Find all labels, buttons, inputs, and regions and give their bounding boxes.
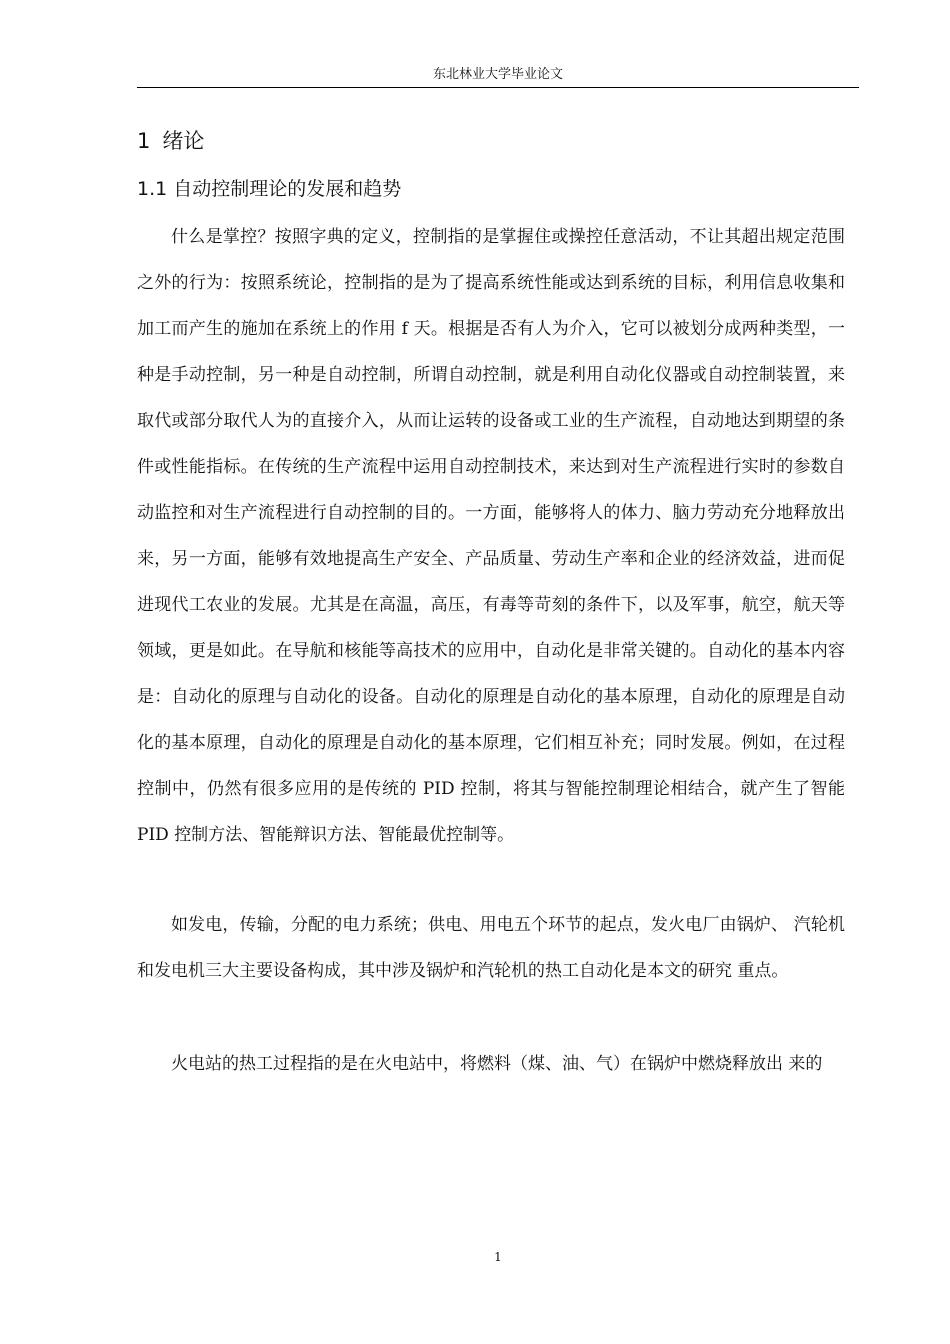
running-header: 东北林业大学毕业论文 bbox=[432, 67, 563, 82]
section-heading bbox=[137, 174, 401, 204]
body-paragraph-1: 什么是掌控？按照字典的定义，控制指的是掌握住或操控任意活动，不让其超出规定范围之外的行为：按照系统论，控制指的是为了提高系统性能或达到系统的目标，利用信息收集和加工而产生的施加在系统上的作用 f 天。根据是否有人为介入，它可以被划分成两种类型，一种是手动控制，另一种是自动控制，所谓自动控制，就是利用自动化仪器或自动控制装置，来取代或部分取代人为的直接介入，从而让运转的设备或工业的生产流程，自动地达到期望的条件或性能指标。在传统的生产流程中运用自动控制技术，来达到对生产流程进行实时的参数自动监控和对生产流程进行自动控制的目的。一方面，能够将人的体力、脑力劳动充分地释放出来，另一方面，能够有效地提高生产安全、产品质量、劳动生产率和企业的经济效益，进而促进现代工农业的发展。尤其是在高温，高压，有毒等苛刻的条件下，以及军事，航空，航天等领域，更是如此。在导航和核能等高技术的应用中，自动化是非常关键的。自动化的基本内容是：自动化的原理与自动化的设备。自动化的原理是自动化的基本原理，自动化的原理是自动化的基本原理，自动化的原理是自动化的基本原理，它们相互补充；同时发展。例如，在过程控制中，仍然有很多应用的是传统的 PID 控制，将其与智能控制理论相结合，就产生了智能 PID 控制方法、智能辩识方法、智能最优控制等。 bbox=[137, 227, 845, 845]
chapter-heading bbox=[137, 126, 204, 156]
section-title: 自动控制理论的发展和趋势 bbox=[173, 178, 402, 200]
chapter-number: 1 bbox=[137, 129, 151, 153]
body-paragraph-3: 火电站的热工过程指的是在火电站中，将燃料（煤、油、气）在锅炉中燃烧释放出 来的 bbox=[171, 1054, 823, 1074]
page-number: 1 bbox=[494, 1250, 502, 1264]
section-number: 1.1 bbox=[137, 178, 168, 200]
body-paragraph-2: 如发电，传输，分配的电力系统；供电、用电五个环节的起点，发火电厂由锅炉、 汽轮机和发电机三大主要设备构成，其中涉及锅炉和汽轮机的热工自动化是本文的研究 重点。 bbox=[137, 915, 845, 981]
header-rule bbox=[137, 87, 859, 88]
chapter-title: 绪论 bbox=[162, 129, 205, 153]
